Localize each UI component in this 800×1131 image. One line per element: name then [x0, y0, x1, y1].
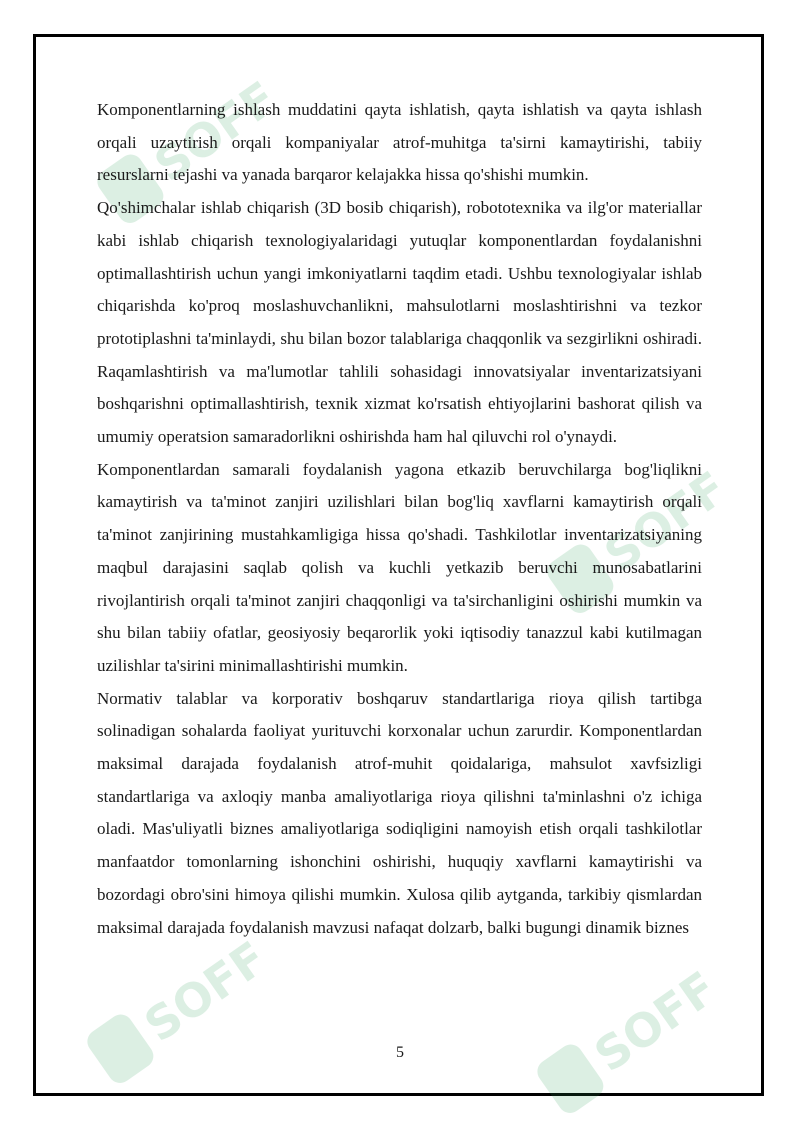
document-body	[97, 94, 702, 944]
svg-text:SOFF: SOFF	[594, 460, 737, 583]
svg-text:SOFF: SOFF	[584, 960, 727, 1083]
paragraph-reuse: Komponentlarning ishlash muddatini qayta ishlatish, qayta ishlatish va qayta ishlash orqali uzaytirish orqali kompaniyalar atrof-muhitga ta'sirni kamaytirishi, tabiiy resurslarni tejashi va yanada barqaror kelajakka hissa qo'shishi mumkin.	[97, 100, 702, 185]
page-number: 5	[396, 1044, 404, 1061]
paragraph-supply-chain: Komponentlardan samarali foydalanish yagona etkazib beruvchilarga bog'liqlikni kamaytirish va ta'minot zanjiri uzilishlari bilan bog'liq xavflarni kamaytirish orqali ta'minot zanjirining mustahkamligiga hissa qo'shadi. Tashkilotlar inventarizatsiyaning maqbul darajasini saqlab qolish va kuchli yetkazib beruvchi munosabatlarini rivojlantirish orqali ta'minot zanjiri chaqqonligi va ta'sirchanligini oshirishi mumkin va shu bilan tabiiy ofatlar, geosiyosiy beqarorlik yoki iqtisodiy tanazzul kabi kutilmagan uzilishlar ta'sirini minimallashtirishi mumkin.	[97, 459, 702, 675]
svg-text:SOFF: SOFF	[134, 930, 277, 1053]
paragraph-manufacturing-tech: Qo'shimchalar ishlab chiqarish (3D bosib chiqarish), robototexnika va ilg'or materiallar kabi ishlab chiqarish texnologiyalaridagi yutuqlar komponentlardan foydalanishni optimallashtirish uchun yangi imkoniyatlarni taqdim etadi. Ushbu texnologiyalar ishlab chiqarishda ko'proq moslashuvchanlikni, mahsulotlarni moslashtirishni va tezkor prototiplashni ta'minlaydi, shu bilan bozor talablariga chaqqonlik va sezgirlikni oshiradi. Raqamlashtirish va ma'lumotlar tahlili sohasidagi innovatsiyalar inventarizatsiyani boshqarishni optimallashtirish, texnik xizmat ko'rsatish ehtiyojlarini bashorat qilish va umumiy operatsion samaradorlikni oshirishda ham hal qiluvchi rol o'ynaydi.	[97, 198, 702, 447]
svg-text:SOFF: SOFF	[144, 70, 287, 193]
paragraph-regulatory: Normativ talablar va korporativ boshqaruv standartlariga rioya qilish tartibga solinadigan sohalarda faoliyat yurituvchi korxonalar uchun zarurdir. Komponentlardan maksimal darajada foydalanish atrof-muhit qoidalariga, mahsulot xavfsizligi standartlariga va axloqiy manba amaliyotlariga rioya qilishni ta'minlashni o'z ichiga oladi. Mas'uliyatli biznes amaliyotlariga sodiqligini namoyish etish orqali tashkilotlar manfaatdor tomonlarning ishonchini oshirishi, huquqiy xavflarni kamaytirishi va bozordagi obro'sini himoya qilishi mumkin. Xulosa qilib aytganda, tarkibiy qismlardan maksimal darajada foydalanish mavzusi nafaqat dolzarb, balki bugungi dinamik biznes	[97, 688, 702, 937]
